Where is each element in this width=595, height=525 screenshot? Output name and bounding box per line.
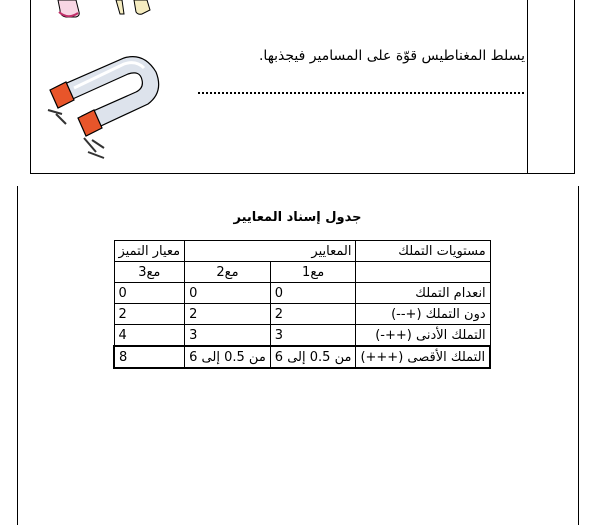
margin-divider bbox=[527, 0, 528, 173]
subheader-empty bbox=[356, 262, 490, 283]
cell-c1: 0 bbox=[270, 283, 356, 304]
cell-c1: من 0.5 إلى 6 bbox=[270, 346, 356, 368]
cell-c3: 4 bbox=[114, 325, 185, 347]
subheader-c1: مع1 bbox=[270, 262, 356, 283]
cell-c2: من 0.5 إلى 6 bbox=[185, 346, 271, 368]
cell-c3: 0 bbox=[114, 283, 185, 304]
table-subheader-row bbox=[114, 262, 490, 283]
cell-c1: 2 bbox=[270, 304, 356, 325]
cell-c2: 0 bbox=[185, 283, 271, 304]
table-title: جدول إسناد المعايير bbox=[233, 210, 362, 225]
cartoon-feet-illustration bbox=[50, 0, 160, 22]
exercise-statement: يسلط المغناطيس قوّة على المسامير فيجذبها. bbox=[258, 48, 525, 64]
subheader-c2: مع2 bbox=[185, 262, 271, 283]
level-label: انعدام التملك bbox=[356, 283, 490, 304]
answer-dotted-line[interactable] bbox=[198, 92, 524, 94]
header-criteria: المعايير bbox=[185, 241, 356, 262]
cell-c2: 2 bbox=[185, 304, 271, 325]
criteria-table bbox=[113, 240, 491, 369]
cell-c1: 3 bbox=[270, 325, 356, 347]
cell-c3: 2 bbox=[114, 304, 185, 325]
header-excellence: معيار التميز bbox=[114, 241, 185, 262]
page-border-right bbox=[578, 186, 579, 525]
table-header-row bbox=[114, 241, 490, 262]
level-label: دون التملك (+--) bbox=[356, 304, 490, 325]
page-border-left bbox=[17, 186, 18, 525]
cell-c3: 8 bbox=[114, 346, 185, 368]
horseshoe-magnet-illustration bbox=[44, 52, 166, 164]
nail-icon bbox=[48, 110, 62, 114]
table-row bbox=[114, 346, 490, 368]
level-label: التملك الأقصى (+++) bbox=[356, 346, 490, 368]
level-label: التملك الأدنى (++-) bbox=[356, 325, 490, 347]
subheader-c3: مع3 bbox=[114, 262, 185, 283]
table-row bbox=[114, 304, 490, 325]
header-levels: مستويات التملك bbox=[356, 241, 490, 262]
table-row bbox=[114, 325, 490, 347]
table-row bbox=[114, 283, 490, 304]
cell-c2: 3 bbox=[185, 325, 271, 347]
